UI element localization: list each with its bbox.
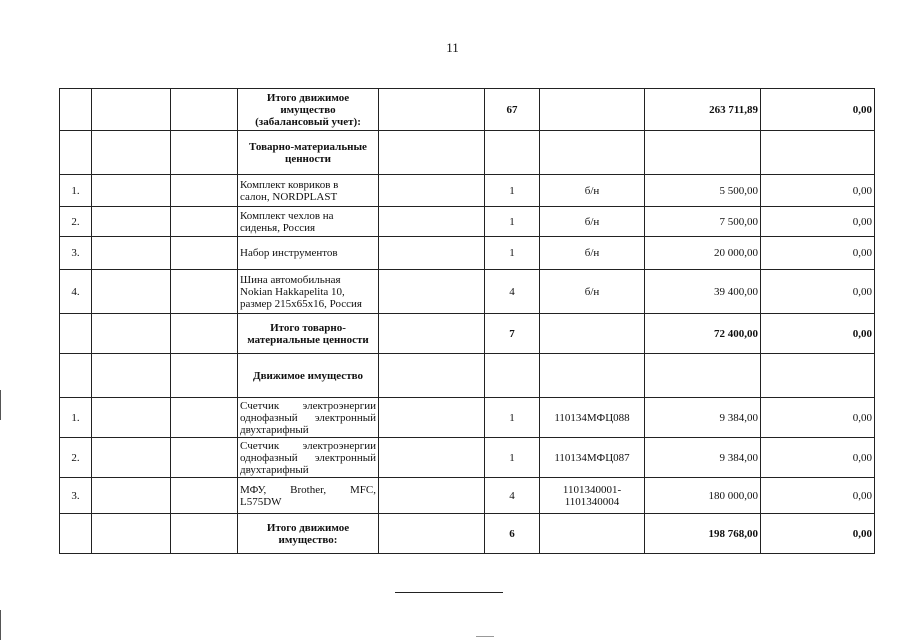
empty-cell (171, 314, 238, 354)
amortization-value: 0,00 (852, 451, 872, 464)
quantity-cell (485, 89, 540, 131)
item-name-line: Счетчик электроэнергии (240, 439, 376, 452)
quantity-cell (485, 438, 540, 478)
row-number-cell (60, 354, 92, 398)
quantity-cell (485, 314, 540, 354)
item-name-line: (забалансовый учет): (255, 115, 361, 128)
amortization-cell (761, 314, 875, 354)
inventory-number-cell (540, 478, 645, 514)
item-name-cell (238, 438, 379, 478)
amortization-value: 0,00 (852, 411, 872, 424)
total-row (60, 89, 875, 131)
empty-cell (379, 175, 485, 207)
empty-cell (92, 314, 171, 354)
item-name-line: Итого движимое (266, 521, 350, 534)
amortization-cell (761, 438, 875, 478)
quantity: 1 (509, 184, 515, 197)
empty-cell (92, 438, 171, 478)
item-name-cell (238, 514, 379, 554)
row-number-cell (60, 514, 92, 554)
quantity: 67 (506, 103, 518, 116)
book-value: 198 768,00 (708, 527, 758, 540)
empty-cell (379, 237, 485, 270)
item-name-line: Движимое имущество (253, 369, 363, 382)
book-value-cell (645, 175, 761, 207)
inventory-number-cell (540, 270, 645, 314)
book-value-cell (645, 314, 761, 354)
empty-cell (171, 514, 238, 554)
empty-cell (171, 175, 238, 207)
book-value-cell (645, 237, 761, 270)
empty-cell (92, 237, 171, 270)
row-number-cell (60, 478, 92, 514)
table-row (60, 478, 875, 514)
empty-cell (379, 131, 485, 175)
empty-cell (171, 89, 238, 131)
item-name-line: двухтарифный (240, 463, 309, 476)
empty-cell (92, 207, 171, 237)
book-value: 180 000,00 (708, 489, 758, 502)
book-value-cell (645, 89, 761, 131)
item-name-cell (238, 131, 379, 175)
book-value-cell (645, 478, 761, 514)
inventory-number: б/н (584, 285, 600, 298)
quantity-cell (485, 131, 540, 175)
inventory-number-cell (540, 237, 645, 270)
amortization-value: 0,00 (852, 327, 872, 340)
row-number: 2. (71, 451, 80, 464)
item-name-line: Итого товарно- (270, 321, 346, 334)
book-value-cell (645, 207, 761, 237)
quantity: 1 (509, 411, 515, 424)
inventory-number: 1101340004 (564, 495, 620, 508)
book-value: 7 500,00 (719, 215, 758, 228)
amortization-value: 0,00 (852, 247, 872, 259)
empty-cell (379, 89, 485, 131)
quantity-cell (485, 175, 540, 207)
book-value: 39 400,00 (714, 285, 758, 298)
amortization-cell (761, 398, 875, 438)
quantity-cell (485, 237, 540, 270)
footnote-rule (395, 592, 503, 593)
empty-cell (379, 514, 485, 554)
empty-cell (92, 354, 171, 398)
table-row (60, 398, 875, 438)
quantity-cell (485, 514, 540, 554)
page-number: 11 (446, 40, 459, 55)
inventory-number-cell (540, 514, 645, 554)
item-name-line: Итого движимое (266, 91, 350, 104)
book-value: 5 500,00 (719, 184, 758, 197)
table-row (60, 237, 875, 270)
item-name-line: двухтарифный (240, 423, 309, 436)
empty-cell (379, 270, 485, 314)
item-name-line: Nokian Hakkapelita 10, (240, 285, 345, 298)
empty-cell (171, 237, 238, 270)
book-value: 72 400,00 (714, 327, 758, 340)
empty-cell (92, 514, 171, 554)
amortization-value: 0,00 (852, 527, 872, 540)
empty-cell (171, 207, 238, 237)
empty-cell (379, 354, 485, 398)
inventory-number: 1101340001- (562, 483, 622, 496)
row-number-cell (60, 314, 92, 354)
item-name-cell (238, 398, 379, 438)
row-number-cell (60, 438, 92, 478)
amortization-cell (761, 270, 875, 314)
item-name-line: Шина автомобильная (240, 273, 341, 286)
book-value-cell (645, 398, 761, 438)
quantity-cell (485, 207, 540, 237)
item-name-line: ценности (284, 152, 332, 165)
empty-cell (92, 131, 171, 175)
quantity: 1 (509, 451, 515, 464)
section-row (60, 131, 875, 175)
item-name-cell (238, 207, 379, 237)
item-name-line: салон, NORDPLAST (240, 190, 338, 203)
quantity-cell (485, 478, 540, 514)
book-value: 9 384,00 (719, 411, 758, 424)
empty-cell (171, 398, 238, 438)
item-name-line: Комплект чехлов на (240, 209, 334, 222)
item-name-line: сиденья, Россия (240, 221, 316, 234)
amortization-cell (761, 131, 875, 175)
quantity: 1 (509, 247, 515, 259)
book-value-cell (645, 438, 761, 478)
inventory-number-cell (540, 131, 645, 175)
amortization-cell (761, 478, 875, 514)
amortization-value: 0,00 (852, 215, 872, 228)
book-value-cell (645, 131, 761, 175)
inventory-number: 110134МФЦ088 (554, 411, 630, 424)
row-number-cell (60, 175, 92, 207)
scan-edge-mark (0, 390, 1, 420)
table-row (60, 438, 875, 478)
item-name-cell (238, 89, 379, 131)
row-number: 4. (71, 285, 80, 298)
book-value: 263 711,89 (709, 103, 758, 116)
item-name-line: Набор инструментов (240, 247, 338, 259)
item-name-line: Комплект ковриков в (240, 178, 339, 191)
book-value: 20 000,00 (714, 247, 758, 259)
quantity: 7 (509, 327, 515, 340)
row-number: 3. (71, 247, 80, 259)
total-row (60, 314, 875, 354)
inventory-number: 110134МФЦ087 (554, 451, 630, 464)
book-value-cell (645, 270, 761, 314)
empty-cell (171, 438, 238, 478)
quantity-cell (485, 270, 540, 314)
empty-cell (379, 438, 485, 478)
table-row (60, 270, 875, 314)
item-name-line: имущество: (278, 533, 338, 546)
empty-cell (92, 478, 171, 514)
amortization-cell (761, 175, 875, 207)
item-name-line: однофазный электронный (240, 411, 376, 424)
amortization-value: 0,00 (852, 103, 872, 116)
item-name-cell (238, 270, 379, 314)
inventory-table-body (60, 89, 875, 554)
row-number-cell (60, 131, 92, 175)
inventory-number-cell (540, 438, 645, 478)
empty-cell (92, 270, 171, 314)
item-name-cell (238, 314, 379, 354)
row-number-cell (60, 270, 92, 314)
item-name-cell (238, 478, 379, 514)
inventory-number-cell (540, 354, 645, 398)
book-value-cell (645, 354, 761, 398)
item-name-cell (238, 175, 379, 207)
item-name-line: МФУ, Brother, MFC, (240, 483, 376, 496)
quantity: 4 (509, 489, 515, 502)
item-name-cell (238, 354, 379, 398)
section-row (60, 354, 875, 398)
quantity: 4 (509, 285, 515, 298)
scan-edge-mark (0, 610, 1, 640)
item-name-line: имущество (280, 103, 336, 116)
amortization-cell (761, 514, 875, 554)
table-row (60, 207, 875, 237)
row-number-cell (60, 207, 92, 237)
quantity: 1 (509, 215, 515, 228)
amortization-cell (761, 354, 875, 398)
empty-cell (92, 398, 171, 438)
row-number: 1. (71, 411, 80, 424)
quantity-cell (485, 354, 540, 398)
quantity-cell (485, 398, 540, 438)
inventory-number-cell (540, 207, 645, 237)
amortization-cell (761, 237, 875, 270)
inventory-number: б/н (584, 215, 600, 228)
inventory-number-cell (540, 89, 645, 131)
empty-cell (379, 398, 485, 438)
bottom-mark (476, 636, 494, 641)
inventory-table (59, 88, 875, 554)
row-number-cell (60, 89, 92, 131)
amortization-cell (761, 207, 875, 237)
empty-cell (171, 478, 238, 514)
empty-cell (92, 89, 171, 131)
row-number-cell (60, 237, 92, 270)
item-name-line: L575DW (240, 495, 282, 508)
empty-cell (171, 354, 238, 398)
item-name-cell (238, 237, 379, 270)
inventory-number: б/н (584, 247, 600, 259)
inventory-number: б/н (584, 184, 600, 197)
empty-cell (171, 270, 238, 314)
quantity: 6 (509, 527, 515, 540)
empty-cell (379, 207, 485, 237)
empty-cell (171, 131, 238, 175)
row-number: 3. (71, 489, 80, 502)
row-number-cell (60, 398, 92, 438)
item-name-line: Счетчик электроэнергии (240, 399, 376, 412)
item-name-line: Товарно-материальные (249, 140, 367, 153)
row-number: 1. (71, 184, 80, 197)
row-number: 2. (71, 215, 80, 228)
amortization-cell (761, 89, 875, 131)
inventory-number-cell (540, 175, 645, 207)
amortization-value: 0,00 (852, 184, 872, 197)
inventory-number-cell (540, 398, 645, 438)
amortization-value: 0,00 (852, 489, 872, 502)
inventory-number-cell (540, 314, 645, 354)
empty-cell (379, 314, 485, 354)
book-value: 9 384,00 (719, 451, 758, 464)
table-row (60, 175, 875, 207)
empty-cell (379, 478, 485, 514)
amortization-value: 0,00 (852, 285, 872, 298)
item-name-line: однофазный электронный (240, 451, 376, 464)
empty-cell (92, 175, 171, 207)
item-name-line: размер 215x65x16, Россия (240, 297, 362, 310)
total-row (60, 514, 875, 554)
book-value-cell (645, 514, 761, 554)
item-name-line: материальные ценности (247, 333, 369, 346)
